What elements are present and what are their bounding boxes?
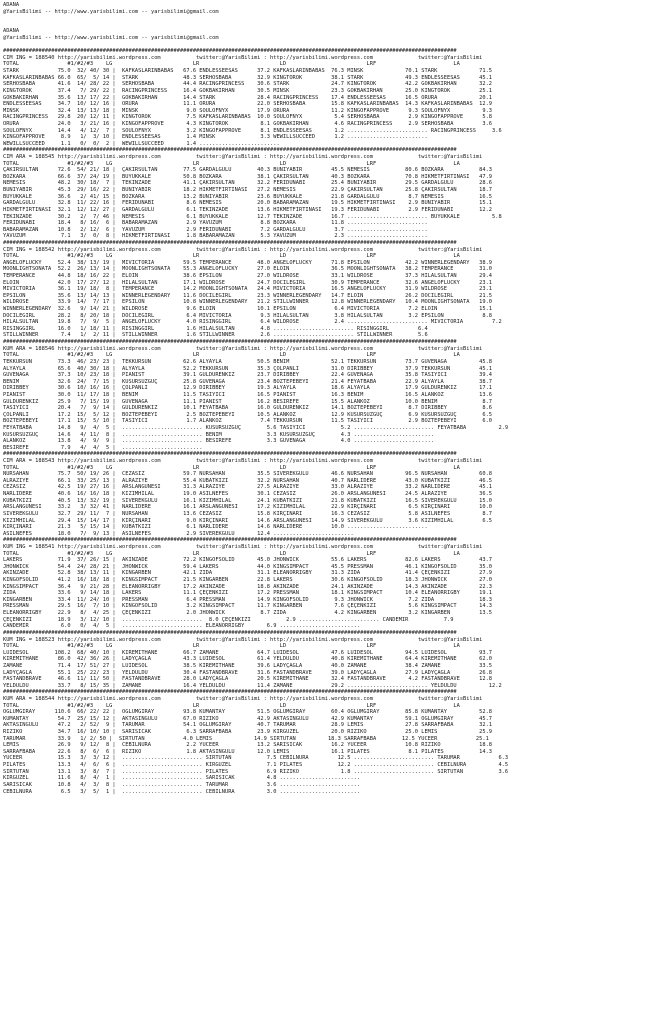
text-line: YAVUZUM 7.1 3/ 0/ 8 | HIKMETFIRTINASI 1.8 BABARAMAZAN 5.3 YAVUZUM 2.3 ......................... xyxy=(3,233,428,240)
separator-line: ############################################################################################################################################# xyxy=(3,147,457,154)
text-line: TOTAL #1/#2/#3 LG LR LD LRF LA xyxy=(3,702,460,709)
text-line: PILATES 13.3 4/ 6/ 6 | ......................... KIRGÜZEL 7.1 PILATES 12.2 ......................... CEBILNURA 4.5 xyxy=(3,762,509,769)
text-line: BENIM 32.6 24/ 7/ 15 | KUSURSUZGÜÇ 25.8 GÜVENAGA 23.4 BOZTEPEBEYI 21.4 FEYATBABA 22.9 ALYAYLA 38.7 xyxy=(3,378,493,385)
text-line: CEZASIZ 42.5 19/ 27/ 16 | ARSLANGÜNESI 31.3 ALRAZIYE 27.5 ALRAZIYE 33.0 ALRAZIYE 33.2 NARLIDERE 45.1 xyxy=(3,484,493,491)
text-line: PIANIST 30.0 11/ 17/ 18 | BENIM 11.5 TASIYICI 16.5 PIANIST 16.3 BENIM 16.5 ALANKOZ 13.6 xyxy=(3,391,493,398)
text-line: CANDEMIR 6.0 0/ 4/ 5 | ......................... ELEANORRIGBY 6.9 ......................... xyxy=(3,623,361,630)
text-line: OGLUMGIRAY 110.6 66/ 22/ 22 | OGLUMGIRAY 93.8 KUMANTAY 51.5 OGLUMGIRAY 60.4 OGLUMGIRAY 85.8 KUMANTAY 52.8 xyxy=(3,709,493,716)
text-line: CIM ING = 188540 http://yarisbilimi.wordpress.com twitter:@YarisBilimi : http://yarisbilimi.wordpress.com twitter:@YarisBilimi xyxy=(3,54,483,61)
text-line: TOTAL #1/#2/#3 LG LR LD LRF LA xyxy=(3,550,460,557)
text-line: AKTASINGÜLÜ 47.2 2/ 52/ 9 | TARUMAR 54.1 OGLUMGIRAY 40.7 TARUMAR 28.9 LEMIS 27.8 SARRAFBABA 32.1 xyxy=(3,722,493,729)
text-line: KUM ARA = 188544 http://yarisbilimi.wordpress.com twitter:@YarisBilimi : http://yarisbilimi.wordpress.com twitter:@YarisBilimi xyxy=(3,695,483,702)
text-line: TASIYICI 20.4 7/ 9/ 14 | GÜLDÜRENKIZ 10.1 FEYATBABA 16.0 GÜLDÜRENKIZ 14.1 BOZTEPEBEYI 8.7 DIRIBBEY 8.6 xyxy=(3,405,493,412)
text-line: KINGTOROK 37.4 7/ 29/ 22 | RACINGPRINCESS 16.4 GÖKBAKIRHAN 30.5 MINSK 23.3 GÖKBAKIRHAN 25.0 KINGTOROK 25.1 xyxy=(3,87,493,94)
text-line: HIKMETFIRTINASI 32.1 12/ 12/ 27 | GARDALGÜLÜ 6.1 TEKINZADE 13.6 HIKMETFIRTINASI 19.3 FERIDUNABI 2.9 FERIDUNABI 12.2 xyxy=(3,206,493,213)
text-line: BUNIYABIR 45.3 29/ 16/ 22 | BUNIYABIR 18.2 HIKMETFIRTINASI 27.2 NEMESIS 22.9 ÇAKIRSULTAN 25.8 ÇAKIRSULTAN 18.7 xyxy=(3,187,493,194)
text-line: KINGARBEN 33.4 11/ 24/ 10 | PRESSMAN 6.4 PRESSMAN 14.9 KINGOFSOLID 9.3 JHONWICK 7.2 ZIDA 18.3 xyxy=(3,596,493,603)
text-line: RACINGPRINCESS 29.8 20/ 12/ 11 | KINGTOROK 7.5 KAFKASLARINBABAS 10.0 SOULOFNYX 5.4 SERHOSBABA 2.9 KINGOFAPPROVE 5.8 xyxy=(3,114,493,121)
text-line: SERHOSBABA 41.6 14/ 28/ 22 | SERHOSBABA 44.4 RACINGPRINCESS 30.6 STARK 24.7 KINGTOROK 42.2 GÖKBAKIRHAN 32.2 xyxy=(3,81,493,88)
text-line: MIVICTORIA 36.1 19/ 18/ 8 | TEMPERANCE 14.2 MOONLIGHTSONATA 24.4 MIVICTORIA 16.5 ANGELOFLUCKY 31.9 WILDROSE 23.1 xyxy=(3,286,493,293)
text-line: LAKERS 71.9 37/ 26/ 15 | AKINZADE 72.2 KINGOFSOLID 45.0 JHONWICK 55.6 LAKERS 82.6 LAKERS 43.7 xyxy=(3,557,493,564)
text-line: ENDLESSEESAS 34.7 10/ 12/ 16 | ORURA 11.1 ORURA 22.0 SERHOSBABA 15.8 KAFKASLARINBABAS 14.3 KAFKASLARINBABAS 12.9 xyxy=(3,101,493,108)
text-line: TEMPERANCE 44.8 18/ 16/ 22 | ELOIN 38.6 EPSILON 27.0 WILDROSE 33.1 WILDROSE 37.3 HILALSULTAN 29.4 xyxy=(3,272,493,279)
text-line: KUBATKIZI 40.5 13/ 32/ 19 | SIVEREKGÜLÜ 16.1 KIZIMHILAL 24.1 KUBATKIZI 21.8 KUBATKIZI 16.5 SIVEREKGÜLÜ 15.0 xyxy=(3,497,493,504)
text-line: HILALSULTAN 19.8 7/ 9/ 5 | ANGELOFLUCKY 4.0 RISINGGIRL 6.4 WILDROSE 2.4 ......................... MIVICTORIA 7.2 xyxy=(3,319,502,326)
text-line: TOTAL #1/#2/#3 LG LR LD LRF LA xyxy=(3,61,460,68)
text-line: MOONLIGHTSONATA 52.2 26/ 13/ 14 | MOONLIGHTSONATA 55.3 ANGELOFLUCKY 27.0 ELOIN 36.5 MOONLIGHTSONATA 38.2 TEMPERANCE 31.0 xyxy=(3,266,493,273)
text-line: ADANA xyxy=(3,2,20,8)
text-line: BABARAMAZAN 10.8 2/ 12/ 6 | YAVUZUM 2.9 FERIDUNABI 7.2 GARDALGÜLÜ 3.7 ......................... xyxy=(3,226,428,233)
text-line: DOCILEGIRL 28.2 8/ 20/ 18 | DOCILEGIRL 6.4 MIVICTORIA 9.3 HILALSULTAN 3.8 HILALSULTAN 3.2 EPSILON 8.8 xyxy=(3,312,493,319)
text-line: TEKKURSUN 73.3 46/ 23/ 23 | TEKKURSUN 62.6 ALYAYLA 50.5 BENIM 52.1 TEKKURSUN 73.7 GÜVENAGA 45.8 xyxy=(3,358,493,365)
text-line: LEMIS 26.9 9/ 12/ 8 | CEBILNURA 2.2 YÜCEER 13.2 SARISICAK 16.2 YÜCEER 10.8 RIZIKO 18.8 xyxy=(3,742,493,749)
text-line: WEWILLSUCCEED 1.1 0/ 0/ 2 | WEWILLSUCCEED 1.4 ......................... xyxy=(3,140,280,147)
text-line: MINSK 32.4 13/ 13/ 18 | MINSK 9.0 SOULOFNYX 17.9 ORURA 11.2 KINGOFAPPROVE 9.3 SOULOFNYX 9.3 xyxy=(3,107,493,114)
text-line: GÜVENAGA 37.3 10/ 23/ 18 | PIANIST 39.1 GÜLDÜRENKIZ 23.7 DIRIBBEY 22.4 GÜVENAGA 35.8 TASIYICI 39.4 xyxy=(3,372,493,379)
text-line: RISINGGIRL 16.0 1/ 18/ 11 | RISINGGIRL 1.6 HILALSULTAN 4.8 ......................... RISINGGIRL 6.4 xyxy=(3,325,428,332)
separator-line: ############################################################################################################################################# xyxy=(3,537,457,544)
text-line: NURSAHAN 75.7 50/ 19/ 26 | CEZASIZ 59.7 NURSAHAN 35.5 SIVEREKGÜLÜ 46.6 NURSAHAN 96.5 NURSAHAN 60.8 xyxy=(3,471,493,478)
text-line: LADYÇAGLA 55.1 25/ 22/ 23 | YELDÜLDÜ 30.4 FASTANDBRAVE 31.6 FASTANDBRAVE 39.0 LADYÇAGLA 27.9 LADYÇAGLA 26.8 xyxy=(3,669,493,676)
text-line: ELEANORRIGBY 22.9 8/ 4/ 25 | ÇEÇENKIZI 2.0 JHONWICK 8.7 ZIDA 4.2 KINGARBEN 3.2 KINGARBEN 13.5 xyxy=(3,610,493,617)
separator-line: ############################################################################################################################################# xyxy=(3,239,457,246)
text-line: EPSILON 35.6 13/ 14/ 13 | WINNERLEGENDARY 11.6 DOCILEGIRL 23.3 WINNERLEGENDARY 14.7 ELOIN 26.2 DOCILEGIRL 21.5 xyxy=(3,292,493,299)
text-line: SIVEREKGÜLÜ 32.7 29/ 11/ 7 | NURSAHAN 13.6 CEZASIZ 15.8 KIRÇINARI 16.3 CEZASIZ 5.8 ASILNEFES 8.7 xyxy=(3,510,493,517)
text-line: KUM ING = 188541 http://yarisbilimi.wordpress.com twitter:@YarisBilimi : http://yarisbilimi.wordpress.com twitter:@YarisBilimi xyxy=(3,543,483,550)
document-text xyxy=(3,2,646,1022)
text-line: PRESSMAN 29.5 16/ 7/ 10 | KINGOFSOLID 3.2 KINGSIMPACT 11.7 KINGARBEN 7.6 ÇEÇENKIZI 5.6 KINGSIMPACT 14.3 xyxy=(3,603,493,610)
text-line xyxy=(3,15,646,22)
text-line: ASILNEFES 18.0 7/ 9/ 13 | ASILNEFES 2.9 SIVEREKGÜLÜ 12.4 ......................... xyxy=(3,530,354,537)
text-line: FEYATBABA 14.8 9/ 4/ 5 | ......................... KUSURSUZGÜÇ 5.6 TASIYICI 5.2 ......................... FEYATBABA 2.9 xyxy=(3,425,509,431)
text-line: TOTAL #1/#2/#3 LG LR LD LRF LA xyxy=(3,643,460,650)
text-line: BOZTEPEBEYI 17.1 15/ 5/ 10 | TASIYICI 1.7 ALANKOZ 7.4 TEKKURSUN 11.5 TASIYICI 2.9 BOZTEPEBEYI 6.0 xyxy=(3,418,493,425)
text-line: ANGELOFLUCKY 52.4 38/ 13/ 19 | MIVICTORIA 59.5 TEMPERANCE 48.0 ANGELOFLUCKY 71.8 EPSILON 42.2 WINNERLEGENDARY 38.9 xyxy=(3,259,493,266)
text-line: ZAMANE 71.4 17/ 51/ 27 | LUIDESOL 38.5 KIREMITHANE 39.6 LADYÇAGLA 40.0 ZAMANE 38.4 ZAMANE 33.5 xyxy=(3,662,493,669)
text-line: KINGSIMPACT 36.4 9/ 21/ 28 | ELEANORRIGBY 17.2 AKINZADE 18.8 AKINZADE 24.1 AKINZADE 14.3 AKINZADE 22.3 xyxy=(3,583,493,590)
text-line: CEBILNURA 6.5 3/ 5/ 1 | ......................... CEBILNURA 3.0 ......................... xyxy=(3,788,361,795)
text-line xyxy=(3,22,646,29)
text-line: YÜCEER 15.3 3/ 3/ 12 | ......................... SIRTUTAN 7.5 CEBILNURA 12.5 ......................... TARUMAR 6.3 xyxy=(3,755,509,762)
text-line: KUSURSUZGÜÇ 14.6 4/ 11/ 8 | ......................... BENIM 3.3 KUSURSUZGÜÇ 4.3 ......................... xyxy=(3,431,435,438)
text-line: STILLWINNER 7.4 1/ 2/ 11 | STILLWINNER 1.6 STILLWINNER 2.6 ......................... STILLWINNER 5.6 xyxy=(3,332,428,339)
text-line: SOULOFNYX 14.4 4/ 12/ 7 | SOULOFNYX 3.2 KINGOFAPPROVE 8.1 ENDLESSEESAS 1.2 ......................... RACINGPRINCESS 3.6 xyxy=(3,127,502,134)
text-line xyxy=(3,42,646,49)
text-line: TOTAL #1/#2/#3 LG LR LD LRF LA xyxy=(3,253,460,260)
text-line: NEMESIS 48.2 30/ 18/ 7 | TEKINZADE 41.1 ÇAKIRSULTAN 32.2 FERIDUNABI 25.4 BUNIYABIR 29.5 GARDALGÜLÜ 28.6 xyxy=(3,180,493,187)
text-line: LUIDESOL 108.2 68/ 40/ 10 | KIREMITHANE 66.7 ZAMANE 64.7 LUIDESOL 47.6 LUIDESOL 94.5 LUIDESOL 93.7 xyxy=(3,649,493,656)
text-line: ÇEÇENKIZI 18.9 3/ 12/ 10 | ......................... 8.0 ÇEÇENKIZI 2.9 ......................... CANDEMIR 7.9 xyxy=(3,616,454,623)
text-line: CIM ARA = 188545 http://yarisbilimi.wordpress.com twitter:@YarisBilimi : http://yarisbilimi.wordpress.com twitter:@YarisBilimi xyxy=(3,154,483,161)
text-line: STARK 75.0 32/ 40/ 30 | KAFKASLARINBABAS 67.6 ENDLESSEESAS 37.2 KAFKASLARINBABAS 76.3 MINSK 70.1 STARK 71.5 xyxy=(3,68,493,75)
text-line: ÇOLPANLI 17.2 15/ 5/ 12 | BOZTEPEBEYI 2.5 BOZTEPEBEYI 10.5 ALANKOZ 12.9 KUSURSUZGÜÇ 6.9 KUSURSUZGÜÇ 6.5 xyxy=(3,411,493,418)
text-line: WILDROSE 33.9 14/ 7/ 17 | EPSILON 10.8 WINNERLEGENDARY 21.2 STILLWINNER 12.8 WINNERLEGENDARY 10.4 MOONLIGHTSONATA 19.0 xyxy=(3,299,493,306)
text-line: KIRGÜZEL 11.6 8/ 4/ 1 | ......................... SARISICAK 4.8 ......................... xyxy=(3,775,361,782)
text-line: CIM ING = 188542 http://yarisbilimi.wordpress.com twitter:@YarisBilimi : http://yarisbilimi.wordpress.com twitter:@YarisBilimi xyxy=(3,246,483,253)
text-line: TOTAL #1/#2/#3 LG LR LD LRF LA xyxy=(3,160,460,167)
text-line: SIRTUTAN 13.1 3/ 8/ 7 | ......................... PILATES 6.9 RIZIKO 1.8 ......................... SIRTUTAN 3.6 xyxy=(3,768,509,775)
text-line: TOTAL #1/#2/#3 LG LR LD LRF LA xyxy=(3,464,460,471)
text-line: TARUMAR 33.9 1/ 2/ 50 | SIRTUTAN 4.0 LEMIS 14.9 SIRTUTAN 18.3 SARRAFBABA 12.5 YÜCEER 25.1 xyxy=(3,735,489,742)
text-line: SARISICAK 10.8 4/ 3/ 8 | ......................... TARUMAR 3.6 ......................... xyxy=(3,781,361,788)
text-line: GÖKBAKIRHAN 35.6 13/ 17/ 22 | GÖKBAKIRHAN 14.4 STARK 28.4 RACINGPRINCESS 17.4 ENDLESSEESAS 16.5 ORURA 20.1 xyxy=(3,94,493,101)
text-line: KUM ARA = 188546 http://yarisbilimi.wordpress.com twitter:@YarisBilimi : http://yarisbilimi.wordpress.com twitter:@YarisBilimi xyxy=(3,345,483,352)
text-line: @YarisBilimi -- http://www.yarisbilimi.com -- yarisbilimi@gmail.com xyxy=(3,8,219,15)
text-line: ALANKOZ 13.8 4/ 9/ 9 | ......................... BESIREFE 3.3 GÜVENAGA 4.0 ......................... xyxy=(3,438,435,445)
text-line: KAFKASLARINBABAS 66.0 65/ 5/ 14 | STARK 48.3 SERHOSBABA 32.9 KINGTOROK 38.1 STARK 49.3 ENDLESSEESAS 45.1 xyxy=(3,74,493,81)
text-line: ADANA xyxy=(3,28,20,35)
text-line: BOZKARA 66.6 37/ 24/ 19 | BÜYÜKKALE 50.8 BOZKARA 38.1 ÇAKIRSULTAN 40.3 BOZKARA 70.8 HIKMETFIRTINASI 47.9 xyxy=(3,173,493,180)
text-line: ORURA 24.0 3/ 21/ 16 | KINGOFAPPROVE 4.3 KINGTOROK 8.1 GÖKBAKIRHAN 4.6 RACINGPRINCESS 2.9 SERHOSBABA 3.6 xyxy=(3,120,493,127)
text-line: KUM ING = 188523 http://yarisbilimi.wordpress.com twitter:@YarisBilimi : http://yarisbilimi.wordpress.com twitter:@YarisBilimi xyxy=(3,636,483,643)
text-line: BÜYÜKKALE 36.6 2/ 41/ 15 | BOZKARA 13.2 BUNIYABIR 23.6 BÜYÜKKALE 21.8 GARDALGÜLÜ 8.7 NEMESIS 16.5 xyxy=(3,193,493,200)
text-line: KIREMITHANE 86.0 42/ 36/ 26 | LADYÇAGLA 43.3 LUIDESOL 61.4 YELDÜLDÜ 40.8 KIREMITHANE 64.4 KIREMITHANE 62.0 xyxy=(3,656,493,663)
separator-line: ############################################################################################################################################# xyxy=(3,451,457,458)
text-line: KINGOFAPPROVE 8.9 1/ 3/ 10 | ENDLESSEESAS 1.4 MINSK 3.3 WEWILLSUCCEED 1.2 ......................... xyxy=(3,134,428,141)
text-line: ZIDA 33.6 9/ 14/ 18 | LAKERS 11.1 ÇEÇENKIZI 17.2 PRESSMAN 18.1 KINGSIMPACT 10.4 ELEANORRIGBY 19.1 xyxy=(3,590,493,597)
text-line: YELDÜLDÜ 33.7 8/ 15/ 35 | ZAMANE 16.4 YELDÜLDÜ 11.4 ZAMANE 29.2 ......................... YELDÜLDÜ 12.2 xyxy=(3,682,502,689)
text-line: KINGOFSOLID 41.2 16/ 18/ 18 | KINGSIMPACT 21.5 KINGARBEN 22.8 LAKERS 30.6 KINGOFSOLID 18.3 JHONWICK 27.0 xyxy=(3,577,493,584)
text-line: KIZIMHILAL 29.4 15/ 14/ 17 | KIRÇINARI 9.0 KIRÇINARI 14.6 ARSLANGÜNESI 14.9 SIVEREKGÜLÜ 3.6 KIZIMHILAL 6.5 xyxy=(3,517,493,524)
text-line: ÇAKIRSULTAN 72.6 54/ 21/ 18 | ÇAKIRSULTAN 77.5 GARDALGÜLÜ 40.3 BUNIYABIR 45.5 NEMESIS 80.6 BOZKARA 84.3 xyxy=(3,167,493,174)
text-line: NARLIDERE 40.6 16/ 16/ 18 | KIZIMHILAL 19.0 ASILNEFES 30.1 CEZASIZ 26.0 ARSLANGÜNESI 24.5 ALRAZIYE 36.5 xyxy=(3,491,493,498)
text-line: DIRIBBEY 30.6 10/ 16/ 16 | ÇOLPANLI 12.9 DIRIBBEY 19.3 ALYAYLA 18.6 ALYAYLA 17.9 GÜLDÜRENKIZ 17.1 xyxy=(3,385,493,392)
text-line: ARSLANGÜNESI 33.2 3/ 32/ 41 | NARLIDERE 16.1 ARSLANGÜNESI 17.2 KIZIMHILAL 22.9 KIRÇINARI 6.5 KIRÇINARI 10.0 xyxy=(3,504,493,511)
text-line: KIRÇINARI 21.3 5/ 15/ 14 | KUBATKIZI 6.1 NARLIDERE 14.6 NARLIDERE 10.0 ......................... xyxy=(3,524,428,531)
separator-line: ############################################################################################################################################# xyxy=(3,629,457,636)
text-line: KUMANTAY 54.7 25/ 15/ 12 | AKTASINGÜLÜ 67.0 RIZIKO 42.9 AKTASINGÜLÜ 42.9 KUMANTAY 59.1 OGLUMGIRAY 45.7 xyxy=(3,715,493,722)
text-line: SARRAFBABA 22.6 8/ 6/ 6 | RIZIKO 1.8 AKTASINGÜLÜ 12.0 LEMIS 16.1 PILATES 8.1 PILATES 14.3 xyxy=(3,748,493,755)
text-line: FERIDUNABI 18.4 8/ 16/ 6 | BABARAMAZAN 2.9 YAVUZUM 8.8 BOZKARA 11.8 ......................... xyxy=(3,220,428,227)
text-line: ALRAZIYE 66.1 33/ 25/ 13 | ALRAZIYE 55.4 KUBATKIZI 32.2 NURSAHAN 40.7 NARLIDERE 43.0 KUBATKIZI 46.5 xyxy=(3,477,493,484)
text-line: CIM ARA = 188543 http://yarisbilimi.wordpress.com twitter:@YarisBilimi : http://yarisbilimi.wordpress.com twitter:@YarisBilimi xyxy=(3,458,483,465)
separator-line: ############################################################################################################################################# xyxy=(3,339,457,346)
text-line: BESIREFE 7.9 4/ 4/ 5 | ......................... xyxy=(3,444,203,451)
text-line: GÜLDÜRENKIZ 25.9 7/ 15/ 19 | GÜVENAGA 11.1 PIANIST 16.2 BESIREFE 15.5 ALANKOZ 10.0 BENIM 8.7 xyxy=(3,398,493,405)
text-line: AKINZADE 52.8 38/ 13/ 11 | KINGARBEN 42.1 ZIDA 31.1 ELEANORRIGBY 31.3 ZIDA 41.4 ÇEÇENKIZI 27.9 xyxy=(3,570,493,577)
text-line: FASTANDBRAVE 46.6 11/ 11/ 50 | FASTANDBRAVE 28.0 LADYÇAGLA 20.5 KIREMITHANE 32.4 FASTANDBRAVE 4.2 FASTANDBRAVE 12.8 xyxy=(3,676,493,683)
text-line: ALYAYLA 65.6 40/ 30/ 18 | ALYAYLA 52.2 TEKKURSUN 35.3 ÇOLPANLI 31.0 DIRIBBEY 37.9 TEKKURSUN 45.1 xyxy=(3,365,493,372)
text-line: @YarisBilimi -- http://www.yarisbilimi.com -- yarisbilimi@gmail.com xyxy=(3,35,219,42)
text-line: ELOIN 42.0 17/ 27/ 12 | HILALSULTAN 17.1 WILDROSE 24.7 DOCILEGIRL 30.9 TEMPERANCE 32.6 ANGELOFLUCKY 23.1 xyxy=(3,279,493,286)
text-line: GARDALGÜLÜ 32.8 11/ 22/ 16 | FERIDUNABI 8.6 NEMESIS 20.0 BABARAMAZAN 19.5 HIKMETFIRTINASI 2.9 BUNIYABIR 15.1 xyxy=(3,200,493,207)
separator-line: ############################################################################################################################################# xyxy=(3,48,457,55)
text-line: RIZIKO 34.7 16/ 10/ 10 | SARISICAK 6.3 SARRAFBABA 23.9 KIRGÜZEL 20.0 RIZIKO 25.0 LEMIS 25.9 xyxy=(3,729,493,736)
text-line: TEKINZADE 30.2 2/ 7/ 46 | NEMESIS 6.1 BÜYÜKKALE 12.7 TEKINZADE 16.7 ......................... BÜYÜKKALE 5.8 xyxy=(3,213,502,220)
text-line: TOTAL #1/#2/#3 LG LR LD LRF LA xyxy=(3,352,460,359)
separator-line: ############################################################################################################################################# xyxy=(3,689,457,696)
text-line: JHONWICK 54.4 24/ 28/ 21 | JHONWICK 59.4 LAKERS 44.0 KINGSIMPACT 45.5 PRESSMAN 46.1 KINGOFSOLID 35.0 xyxy=(3,563,493,570)
text-line: WINNERLEGENDARY 32.6 9/ 14/ 21 | WILDROSE 9.6 ELOIN 10.1 EPSILON 6.4 MIVICTORIA 7.2 ELOIN 15.1 xyxy=(3,306,493,313)
